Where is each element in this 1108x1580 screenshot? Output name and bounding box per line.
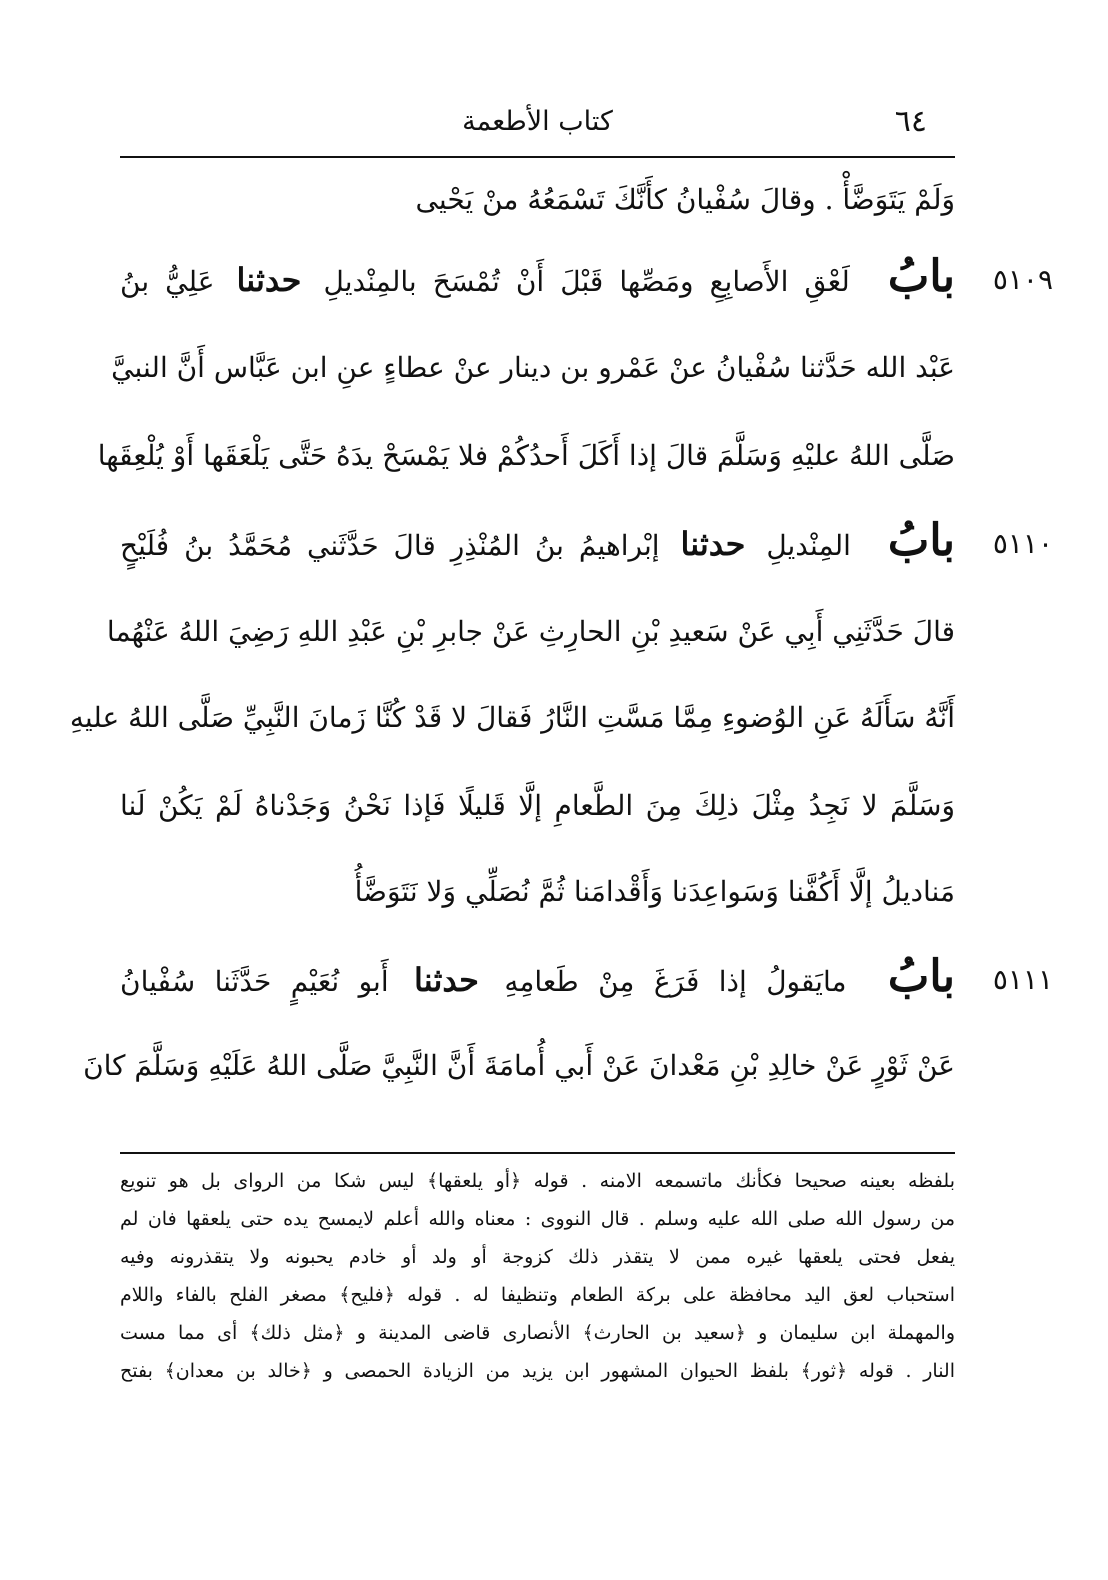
footnote-line: من رسول الله صلى الله عليه وسلم . قال النووى : معناه والله أعلم لايمسح يده حتى يلعقها فان لم (120, 1208, 955, 1230)
footnote-line: بلفظه بعينه صحيحا فكأنك ماتسمعه الامنه . قوله ﴿أو يلعقها﴾ ليس شكا من الرواى بل هو تنويع (120, 1170, 955, 1192)
bab-text: إبْراهيمُ بنُ المُنْذِرِ قالَ حَدَّثَني مُحَمَّدُ بنُ فُلَيْحٍ (120, 529, 660, 562)
bab-text: عَلِيُّ بنُ (120, 265, 215, 298)
bab-title: مايَقولُ إذا فَرَغَ مِنْ طَعامِهِ (504, 965, 847, 998)
bab-heading-line (120, 248, 1053, 312)
bab-heading-line (120, 512, 1053, 576)
haddathana-word: حدثنا (680, 525, 746, 563)
bab-word: بابُ (887, 951, 955, 1002)
text-line: أَنَّهُ سَأَلَهُ عَنِ الوُضوءِ مِمَّا مَسَّتِ النَّارُ فَقالَ لا قَدْ كُنَّا زَمانَ النَّبِيِّ صَلَّى اللهُ عليهِ (69, 701, 955, 734)
hadith-number: ٥١٠٩ (992, 263, 1053, 296)
text-line: عَبْد الله حَدَّثنا سُفْيانُ عنْ عَمْرو بن دينار عنْ عطاءٍ عنِ ابن عَبَّاس أَنَّ النبيَّ (111, 351, 955, 384)
text-line: وَسَلَّمَ لا نَجِدُ مِثْلَ ذلِكَ مِنَ الطَّعامِ إلَّا قَليلًا فَإذا نَحْنُ وَجَدْناهُ لَمْ يَكُنْ لَنا (120, 789, 955, 822)
bab-title: لَعْقِ الأَصابِعِ ومَصِّها قَبْلَ أَنْ تُمْسَحَ بالمِنْديلِ (323, 265, 850, 298)
bab-title: المِنْديلِ (766, 529, 851, 562)
haddathana-word: حدثنا (236, 261, 302, 299)
footnote-line: استحباب لعق اليد محافظة على بركة الطعام وتنظيفا له . قوله ﴿فليح﴾ مصغر الفلح بالفاء واللام (120, 1284, 955, 1306)
footnote-line: يفعل فحتى يلعقها غيره ممن لا يتقذر ذلك كزوجة أو ولد أو خادم يحبونه ولا يتقذرونه وفيه (120, 1246, 955, 1268)
text-line: عَنْ ثَوْرٍ عَنْ خالِدِ بْنِ مَعْدانَ عَنْ أَبي أُمامَةَ أَنَّ النَّبِيَّ صَلَّى اللهُ عَلَيْهِ وَسَلَّمَ كانَ (83, 1049, 955, 1082)
text-line: صَلَّى اللهُ عليْهِ وَسَلَّمَ قالَ إذا أَكَلَ أَحدُكُمْ فلا يَمْسَحْ يدَهُ حَتَّى يَلْعَقَها أَوْ يُلْعِقَها (97, 439, 955, 472)
hadith-number: ٥١١١ (992, 963, 1053, 996)
footnote-line: النار . قوله ﴿ثور﴾ بلفظ الحيوان المشهور ابن يزيد من الزيادة الحمصى و ﴿خالد بن معدان﴾ بفتح (120, 1360, 955, 1382)
bab-word: بابُ (887, 251, 955, 302)
bab-heading-line (120, 948, 1053, 1012)
text-line: قالَ حَدَّثَنِي أَبِي عَنْ سَعيدِ بْنِ الحارِثِ عَنْ جابرِ بْنِ عَبْدِ اللهِ رَضِيَ اللهُ عَنْهُما (106, 615, 955, 648)
text-line: وَلَمْ يَتَوَضَّأْ . وقالَ سُفْيانُ كأَنَّكَ تَسْمَعُهُ منْ يَحْيى (415, 183, 955, 216)
footnote-divider (120, 1152, 955, 1154)
bab-text: أَبو نُعَيْمٍ حَدَّثَنا سُفْيانُ (120, 965, 389, 998)
bab-word: بابُ (887, 515, 955, 566)
page-header (120, 100, 955, 158)
footnote-line: والمهملة ابن سليمان و ﴿سعيد بن الحارث﴾ الأنصارى قاضى المدينة و ﴿مثل ذلك﴾ أى مما مست (120, 1322, 955, 1344)
page-title: كتاب الأطعمة (462, 106, 613, 137)
page-number: ٦٤ (894, 104, 927, 139)
hadith-number: ٥١١٠ (992, 527, 1053, 560)
text-line: مَناديلُ إلَّا أَكُفَّنا وَسَواعِدَنا وَأَقْدامَنا ثُمَّ نُصَلِّي وَلا نَتَوَضَّأُ (354, 875, 955, 908)
haddathana-word: حدثنا (414, 961, 479, 999)
